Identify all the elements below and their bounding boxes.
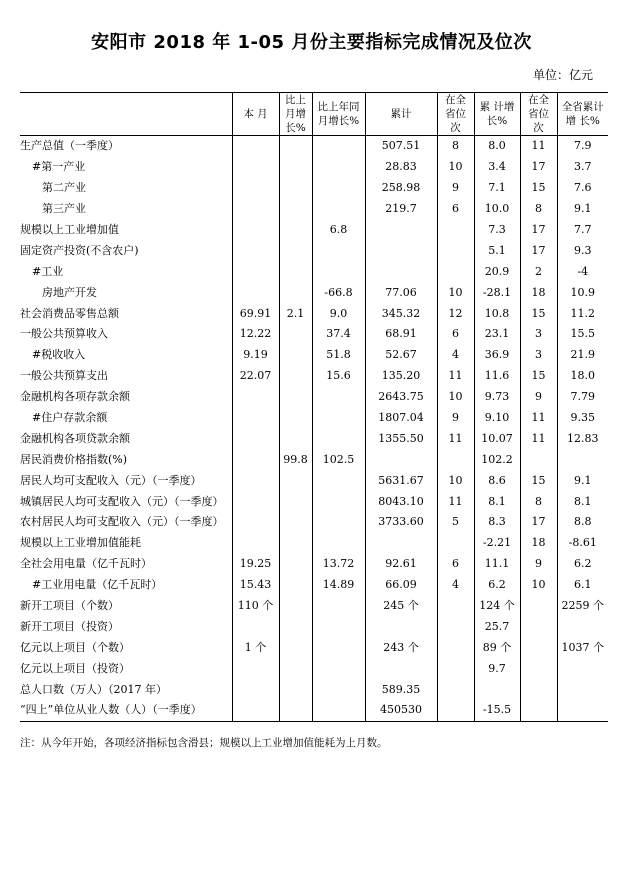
value-cell	[279, 220, 312, 241]
value-cell: 245 个	[365, 596, 437, 617]
value-cell	[232, 178, 279, 199]
page-title: 安阳市 2018 年 1-05 月份主要指标完成情况及位次	[91, 32, 532, 53]
value-cell: 9	[520, 554, 557, 575]
value-cell: 12.83	[557, 428, 608, 449]
value-cell	[557, 449, 608, 470]
header-cell: 全省累计增 长%	[557, 93, 608, 136]
value-cell: 9	[520, 387, 557, 408]
value-cell	[312, 700, 365, 721]
value-cell	[520, 658, 557, 679]
table-row	[20, 470, 608, 491]
value-cell	[437, 449, 474, 470]
indicator-name: #税收收入	[20, 345, 232, 366]
value-cell: 7.7	[557, 220, 608, 241]
value-cell	[279, 491, 312, 512]
value-cell	[279, 470, 312, 491]
value-cell	[520, 637, 557, 658]
value-cell: 9.73	[474, 387, 520, 408]
value-cell: 450530	[365, 700, 437, 721]
value-cell	[312, 470, 365, 491]
value-cell: 2	[520, 261, 557, 282]
indicator-name: 金融机构各项贷款余额	[20, 428, 232, 449]
table-row	[20, 282, 608, 303]
table-row	[20, 345, 608, 366]
value-cell: 8043.10	[365, 491, 437, 512]
value-cell	[312, 491, 365, 512]
value-cell	[365, 261, 437, 282]
value-cell: 23.1	[474, 324, 520, 345]
table-row	[20, 491, 608, 512]
table-row	[20, 366, 608, 387]
value-cell: 1 个	[232, 637, 279, 658]
value-cell: 7.3	[474, 220, 520, 241]
value-cell: 135.20	[365, 366, 437, 387]
value-cell: 8.8	[557, 512, 608, 533]
value-cell: 28.83	[365, 157, 437, 178]
value-cell: 15	[520, 178, 557, 199]
table-row	[20, 240, 608, 261]
value-cell: 11	[520, 428, 557, 449]
value-cell	[365, 240, 437, 261]
header-cell: 累 计增长%	[474, 93, 520, 136]
value-cell: 9.10	[474, 408, 520, 429]
value-cell: 11.1	[474, 554, 520, 575]
value-cell	[232, 533, 279, 554]
value-cell: 8.3	[474, 512, 520, 533]
value-cell: 15.6	[312, 366, 365, 387]
table-row	[20, 679, 608, 700]
indicator-name: 新开工项目（个数）	[20, 596, 232, 617]
value-cell: 1355.50	[365, 428, 437, 449]
value-cell	[312, 240, 365, 261]
indicator-name: 新开工项目（投资）	[20, 616, 232, 637]
value-cell: 9	[437, 178, 474, 199]
value-cell: 10	[520, 575, 557, 596]
indicator-name: 居民人均可支配收入（元）（一季度）	[20, 470, 232, 491]
table-row	[20, 199, 608, 220]
value-cell: 3.7	[557, 157, 608, 178]
value-cell: 9	[437, 408, 474, 429]
indicator-name: 第二产业	[20, 178, 232, 199]
value-cell: 9.1	[557, 199, 608, 220]
header-cell	[20, 93, 232, 136]
value-cell: 15	[520, 470, 557, 491]
indicator-name: #工业用电量（亿千瓦时）	[20, 575, 232, 596]
value-cell	[279, 282, 312, 303]
value-cell	[279, 658, 312, 679]
value-cell: 12.22	[232, 324, 279, 345]
value-cell	[365, 616, 437, 637]
table-header-row	[20, 93, 608, 136]
table-row	[20, 261, 608, 282]
value-cell	[279, 408, 312, 429]
value-cell: 10.9	[557, 282, 608, 303]
value-cell: 18	[520, 282, 557, 303]
indicator-name: #住户存款余额	[20, 408, 232, 429]
value-cell: 9.1	[557, 470, 608, 491]
value-cell: 10	[437, 470, 474, 491]
value-cell	[312, 178, 365, 199]
table-row	[20, 136, 608, 157]
value-cell: 89 个	[474, 637, 520, 658]
value-cell: 1037 个	[557, 637, 608, 658]
value-cell: 2.1	[279, 303, 312, 324]
value-cell	[232, 157, 279, 178]
table-row	[20, 178, 608, 199]
footnote: 注：从今年开始，各项经济指标包含滑县；规模以上工业增加值能耗为上月数。	[20, 737, 388, 749]
table-row	[20, 324, 608, 345]
value-cell	[279, 428, 312, 449]
value-cell: 15.5	[557, 324, 608, 345]
value-cell: 20.9	[474, 261, 520, 282]
value-cell: 4	[437, 345, 474, 366]
table-row	[20, 616, 608, 637]
value-cell: 36.9	[474, 345, 520, 366]
value-cell: 9.0	[312, 303, 365, 324]
value-cell: 6	[437, 554, 474, 575]
value-cell	[279, 136, 312, 157]
value-cell: -66.8	[312, 282, 365, 303]
value-cell	[279, 324, 312, 345]
value-cell	[437, 240, 474, 261]
value-cell	[520, 616, 557, 637]
value-cell: 10	[437, 157, 474, 178]
table-row	[20, 554, 608, 575]
value-cell	[279, 554, 312, 575]
value-cell: 4	[437, 575, 474, 596]
value-cell	[279, 575, 312, 596]
value-cell: 11	[520, 136, 557, 157]
indicator-name: 生产总值（一季度）	[20, 136, 232, 157]
value-cell	[312, 679, 365, 700]
indicator-name: 城镇居民人均可支配收入（元）（一季度）	[20, 491, 232, 512]
value-cell: 11	[520, 408, 557, 429]
value-cell	[232, 387, 279, 408]
table-row	[20, 220, 608, 241]
value-cell	[232, 512, 279, 533]
value-cell	[279, 512, 312, 533]
indicator-name: #第一产业	[20, 157, 232, 178]
value-cell	[312, 428, 365, 449]
value-cell	[232, 449, 279, 470]
table-row	[20, 575, 608, 596]
indicator-name: 第三产业	[20, 199, 232, 220]
value-cell	[279, 387, 312, 408]
table-row	[20, 428, 608, 449]
value-cell	[365, 449, 437, 470]
value-cell	[520, 700, 557, 721]
table-row	[20, 637, 608, 658]
value-cell	[312, 199, 365, 220]
value-cell	[312, 408, 365, 429]
indicator-name: #工业	[20, 261, 232, 282]
value-cell: 5	[437, 512, 474, 533]
value-cell	[279, 261, 312, 282]
value-cell	[312, 261, 365, 282]
value-cell	[279, 345, 312, 366]
value-cell: 6	[437, 199, 474, 220]
indicator-name: 全社会用电量（亿千瓦时）	[20, 554, 232, 575]
value-cell	[279, 637, 312, 658]
header-cell: 在全省位次	[520, 93, 557, 136]
indicator-name: 居民消费价格指数(%)	[20, 449, 232, 470]
indicator-name: 亿元以上项目（个数）	[20, 637, 232, 658]
value-cell: 92.61	[365, 554, 437, 575]
header-cell: 比上月增长%	[279, 93, 312, 136]
value-cell: 15.43	[232, 575, 279, 596]
value-cell: 15	[520, 303, 557, 324]
value-cell	[437, 533, 474, 554]
value-cell: 9.35	[557, 408, 608, 429]
unit-label: 单位：亿元	[532, 68, 593, 82]
value-cell: 21.9	[557, 345, 608, 366]
value-cell	[474, 679, 520, 700]
table-row	[20, 512, 608, 533]
value-cell: 11.2	[557, 303, 608, 324]
value-cell	[312, 658, 365, 679]
value-cell	[232, 616, 279, 637]
value-cell: 17	[520, 512, 557, 533]
value-cell: 15	[520, 366, 557, 387]
value-cell	[312, 136, 365, 157]
value-cell	[312, 533, 365, 554]
value-cell	[557, 679, 608, 700]
value-cell	[520, 679, 557, 700]
value-cell: 9.19	[232, 345, 279, 366]
value-cell	[232, 658, 279, 679]
value-cell: 11	[437, 366, 474, 387]
value-cell	[437, 679, 474, 700]
value-cell	[437, 261, 474, 282]
indicator-name: 一般公共预算支出	[20, 366, 232, 387]
value-cell	[365, 533, 437, 554]
indicator-name: 金融机构各项存款余额	[20, 387, 232, 408]
value-cell: 8.0	[474, 136, 520, 157]
value-cell	[365, 658, 437, 679]
value-cell: 6.1	[557, 575, 608, 596]
indicator-name: 房地产开发	[20, 282, 232, 303]
table-row	[20, 157, 608, 178]
value-cell	[312, 596, 365, 617]
value-cell: 17	[520, 240, 557, 261]
indicator-name: 总人口数（万人）（2017 年）	[20, 679, 232, 700]
indicator-name: 固定资产投资(不含农户)	[20, 240, 232, 261]
value-cell	[279, 596, 312, 617]
table-row	[20, 596, 608, 617]
value-cell: 37.4	[312, 324, 365, 345]
value-cell: 7.6	[557, 178, 608, 199]
value-cell	[279, 199, 312, 220]
value-cell: -28.1	[474, 282, 520, 303]
value-cell: 10	[437, 387, 474, 408]
value-cell: 10.0	[474, 199, 520, 220]
value-cell: 5631.67	[365, 470, 437, 491]
value-cell: 7.9	[557, 136, 608, 157]
value-cell: 66.09	[365, 575, 437, 596]
value-cell	[365, 220, 437, 241]
value-cell: 6.2	[557, 554, 608, 575]
indicator-name: 亿元以上项目（投资）	[20, 658, 232, 679]
value-cell	[232, 428, 279, 449]
value-cell: 68.91	[365, 324, 437, 345]
value-cell	[279, 366, 312, 387]
value-cell	[279, 157, 312, 178]
value-cell	[437, 658, 474, 679]
value-cell: 6.2	[474, 575, 520, 596]
value-cell: 12	[437, 303, 474, 324]
value-cell: 77.06	[365, 282, 437, 303]
value-cell: 589.35	[365, 679, 437, 700]
value-cell: 7.1	[474, 178, 520, 199]
indicator-table	[20, 92, 608, 722]
value-cell: 10.07	[474, 428, 520, 449]
value-cell	[312, 637, 365, 658]
value-cell: -4	[557, 261, 608, 282]
value-cell: 6	[437, 324, 474, 345]
value-cell: 10.8	[474, 303, 520, 324]
value-cell: 5.1	[474, 240, 520, 261]
value-cell	[520, 449, 557, 470]
value-cell	[232, 220, 279, 241]
value-cell	[437, 596, 474, 617]
value-cell: 3733.60	[365, 512, 437, 533]
value-cell: 507.51	[365, 136, 437, 157]
value-cell	[279, 616, 312, 637]
table-row	[20, 700, 608, 721]
value-cell: 51.8	[312, 345, 365, 366]
indicator-name: 社会消费品零售总额	[20, 303, 232, 324]
value-cell: 3.4	[474, 157, 520, 178]
value-cell: 7.79	[557, 387, 608, 408]
value-cell: 11	[437, 491, 474, 512]
value-cell: 219.7	[365, 199, 437, 220]
value-cell	[312, 512, 365, 533]
value-cell	[232, 261, 279, 282]
value-cell	[312, 616, 365, 637]
table-row	[20, 387, 608, 408]
value-cell: 8	[520, 491, 557, 512]
table-row	[20, 408, 608, 429]
value-cell	[557, 700, 608, 721]
value-cell: 3	[520, 345, 557, 366]
indicator-name: 一般公共预算收入	[20, 324, 232, 345]
value-cell	[437, 637, 474, 658]
header-cell: 比上年同月增长%	[312, 93, 365, 136]
table-body	[20, 136, 608, 722]
value-cell: 1807.04	[365, 408, 437, 429]
value-cell: 258.98	[365, 178, 437, 199]
value-cell	[437, 700, 474, 721]
value-cell: 102.2	[474, 449, 520, 470]
value-cell	[232, 491, 279, 512]
value-cell	[520, 596, 557, 617]
value-cell: 345.32	[365, 303, 437, 324]
value-cell: 69.91	[232, 303, 279, 324]
value-cell: 11.6	[474, 366, 520, 387]
indicator-name: “四上”单位从业人数（人）（一季度）	[20, 700, 232, 721]
value-cell	[312, 387, 365, 408]
value-cell: 13.72	[312, 554, 365, 575]
value-cell: 110 个	[232, 596, 279, 617]
indicator-name: 农村居民人均可支配收入（元）（一季度）	[20, 512, 232, 533]
value-cell	[312, 157, 365, 178]
value-cell	[232, 700, 279, 721]
indicator-name: 规模以上工业增加值	[20, 220, 232, 241]
value-cell	[279, 533, 312, 554]
value-cell	[279, 700, 312, 721]
value-cell: 11	[437, 428, 474, 449]
value-cell: 52.67	[365, 345, 437, 366]
value-cell	[437, 616, 474, 637]
value-cell: 2259 个	[557, 596, 608, 617]
value-cell: 19.25	[232, 554, 279, 575]
indicator-name: 规模以上工业增加值能耗	[20, 533, 232, 554]
value-cell: 18	[520, 533, 557, 554]
value-cell: 8.1	[474, 491, 520, 512]
value-cell: 102.5	[312, 449, 365, 470]
value-cell: 8	[520, 199, 557, 220]
value-cell: 9.3	[557, 240, 608, 261]
value-cell: 9.7	[474, 658, 520, 679]
value-cell	[279, 679, 312, 700]
value-cell: 8.1	[557, 491, 608, 512]
value-cell	[232, 199, 279, 220]
value-cell	[232, 136, 279, 157]
value-cell: 25.7	[474, 616, 520, 637]
value-cell: 3	[520, 324, 557, 345]
value-cell	[232, 408, 279, 429]
value-cell: -8.61	[557, 533, 608, 554]
value-cell: 22.07	[232, 366, 279, 387]
value-cell: 99.8	[279, 449, 312, 470]
table-row	[20, 658, 608, 679]
value-cell: 18.0	[557, 366, 608, 387]
value-cell	[232, 282, 279, 303]
value-cell	[232, 679, 279, 700]
value-cell	[279, 178, 312, 199]
value-cell	[232, 240, 279, 261]
value-cell	[437, 220, 474, 241]
value-cell: 2643.75	[365, 387, 437, 408]
value-cell	[279, 240, 312, 261]
header-cell: 在全省位次	[437, 93, 474, 136]
table-row	[20, 303, 608, 324]
value-cell: 8.6	[474, 470, 520, 491]
header-cell: 本 月	[232, 93, 279, 136]
value-cell: 124 个	[474, 596, 520, 617]
value-cell: 8	[437, 136, 474, 157]
value-cell	[557, 658, 608, 679]
table-row	[20, 449, 608, 470]
value-cell: 14.89	[312, 575, 365, 596]
value-cell: -15.5	[474, 700, 520, 721]
value-cell: 17	[520, 157, 557, 178]
header-cell: 累计	[365, 93, 437, 136]
value-cell: 17	[520, 220, 557, 241]
value-cell: 6.8	[312, 220, 365, 241]
value-cell	[557, 616, 608, 637]
value-cell: 10	[437, 282, 474, 303]
value-cell: -2.21	[474, 533, 520, 554]
table-row	[20, 533, 608, 554]
value-cell	[232, 470, 279, 491]
value-cell: 243 个	[365, 637, 437, 658]
